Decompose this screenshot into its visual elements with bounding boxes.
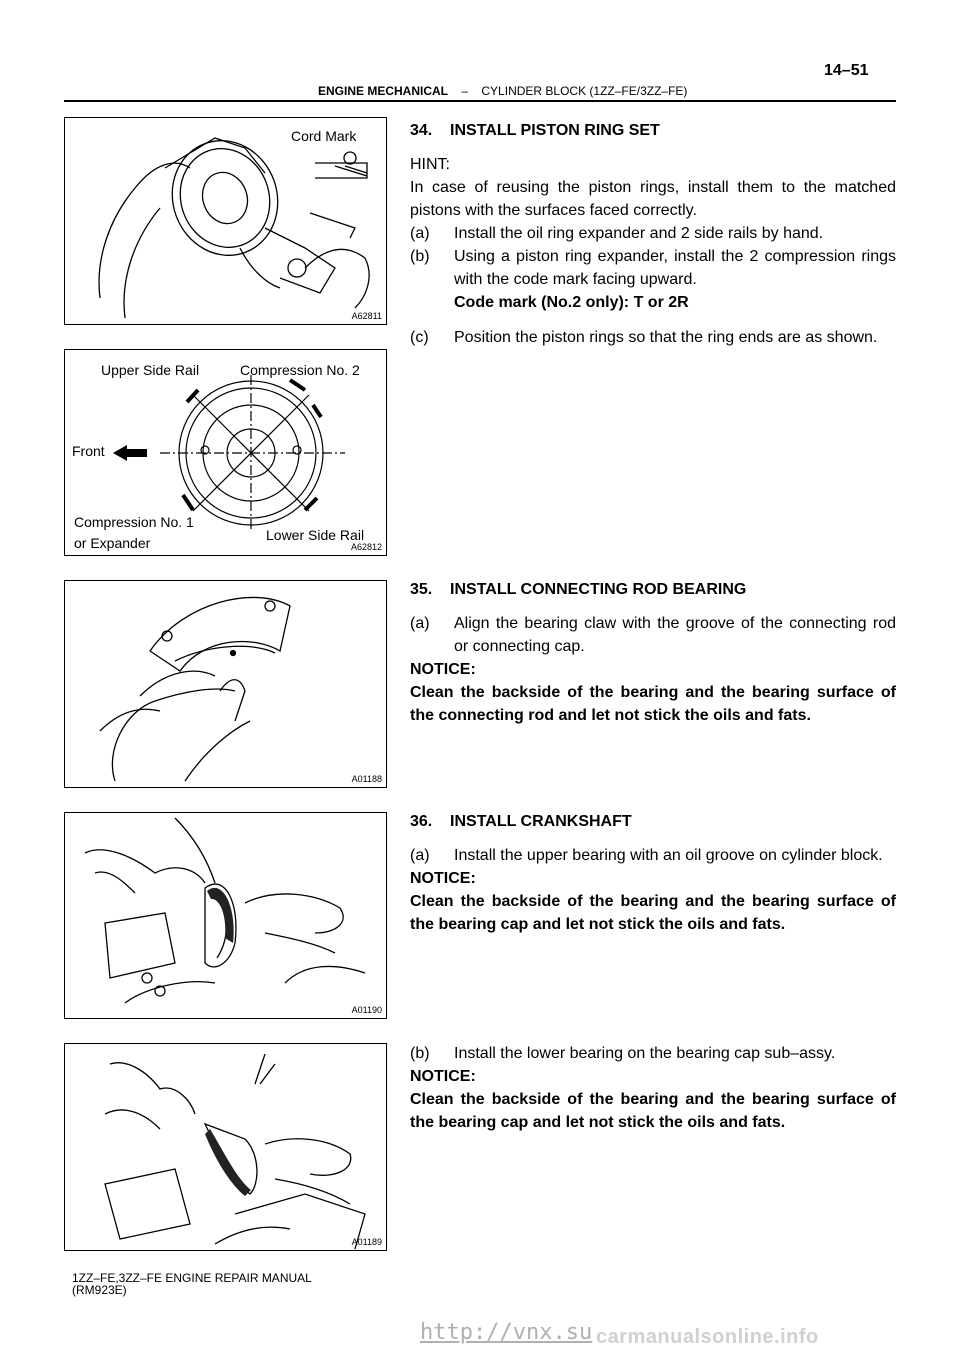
figure-code: A01189: [351, 1237, 382, 1247]
step-text: Using a piston ring expander, install the 2 compression rings with the code mark facing upward.: [454, 248, 896, 288]
hint-label: HINT:: [410, 156, 450, 173]
step-marker: (c): [410, 329, 429, 346]
step-marker: (a): [410, 847, 430, 864]
code-mark-spec: Code mark (No.2 only): T or 2R: [454, 294, 689, 311]
figure-connecting-rod-bearing: [64, 580, 387, 788]
rod-bearing-illustration: [65, 581, 387, 788]
section-35: [410, 578, 896, 727]
watermark-url-link[interactable]: http://vnx.su: [420, 1320, 593, 1345]
step-36b: [410, 1042, 896, 1065]
figure-code: A01190: [351, 1005, 382, 1015]
header-rule: [64, 100, 896, 102]
label-compression-no2: Compression No. 2: [240, 362, 360, 378]
step-34b: [410, 245, 896, 291]
section-34-title: 34. INSTALL PISTON RING SET: [410, 122, 660, 139]
lower-bearing-illustration: [65, 1044, 387, 1251]
hint-text: In case of reusing the piston rings, install them to the matched pistons with the surfaces faced correctly.: [410, 179, 896, 219]
footer: [72, 1272, 312, 1296]
label-upper-side-rail: Upper Side Rail: [101, 362, 200, 378]
header-separator: –: [461, 84, 469, 98]
label-lower-side-rail: Lower Side Rail: [266, 527, 365, 543]
step-text: Install the lower bearing on the bearing cap sub–assy.: [454, 1045, 836, 1062]
figure-ring-end-positions: [64, 349, 387, 556]
notice-text: Clean the backside of the bearing and the bearing surface of the bearing cap and let not stick the oils and fats.: [410, 1091, 896, 1131]
step-34a: [410, 222, 896, 245]
watermark-site: carmanualsonline.info: [596, 1326, 819, 1348]
upper-bearing-illustration: [65, 813, 387, 1019]
step-marker: (b): [410, 1045, 430, 1062]
notice-text: Clean the backside of the bearing and the bearing surface of the connecting rod and let not stick the oils and fats.: [410, 684, 896, 724]
figure-lower-bearing: [64, 1043, 387, 1251]
label-compression-no1: Compression No. 1: [74, 514, 194, 530]
step-text: Install the oil ring expander and 2 side rails by hand.: [454, 225, 824, 242]
footer-code: (RM923E): [72, 1283, 127, 1297]
header-subsection: CYLINDER BLOCK (1ZZ–FE/3ZZ–FE): [481, 84, 688, 98]
step-marker: (b): [410, 248, 430, 265]
notice-label: NOTICE:: [410, 1068, 476, 1085]
label-or-expander: or Expander: [74, 535, 151, 551]
figure-code: A01188: [351, 774, 382, 784]
step-marker: (a): [410, 225, 430, 242]
label-cord-mark: Cord Mark: [291, 128, 357, 144]
section-36-title: 36. INSTALL CRANKSHAFT: [410, 813, 632, 830]
step-text: Align the bearing claw with the groove of the connecting rod or connecting cap.: [454, 615, 896, 655]
step-35a: [410, 612, 896, 658]
header-section: ENGINE MECHANICAL: [318, 84, 449, 98]
page-number: 14–51: [824, 62, 869, 79]
step-34c: [410, 326, 896, 349]
step-36a: [410, 844, 896, 867]
section-36b: [410, 1042, 896, 1134]
figure-piston-ring-install: [64, 117, 387, 325]
footer-manual: 1ZZ–FE,3ZZ–FE ENGINE REPAIR MANUAL: [72, 1271, 312, 1285]
notice-label: NOTICE:: [410, 870, 476, 887]
section-36: [410, 810, 896, 936]
figure-code: A62812: [350, 542, 382, 552]
step-text: Install the upper bearing with an oil groove on cylinder block.: [454, 847, 883, 864]
figure-upper-bearing: [64, 812, 387, 1019]
notice-text: Clean the backside of the bearing and the bearing surface of the bearing cap and let not stick the oils and fats.: [410, 893, 896, 933]
front-arrow-icon: [113, 445, 147, 461]
figure-code: A62811: [351, 311, 382, 321]
notice-label: NOTICE:: [410, 661, 476, 678]
label-front: Front: [72, 443, 105, 459]
header-title: [318, 84, 687, 98]
step-marker: (a): [410, 615, 430, 632]
piston-ring-illustration: [65, 118, 387, 325]
step-text: Position the piston rings so that the ring ends are as shown.: [454, 329, 878, 346]
section-35-title: 35. INSTALL CONNECTING ROD BEARING: [410, 581, 747, 598]
section-34: [410, 119, 896, 349]
